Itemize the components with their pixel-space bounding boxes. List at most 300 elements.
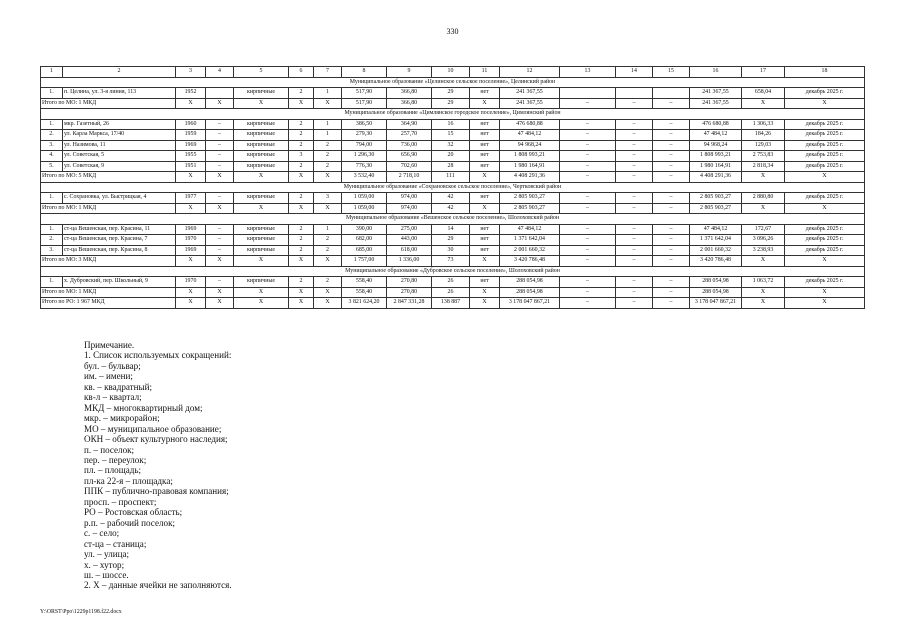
table-cell: декабрь 2025 г. bbox=[785, 119, 865, 130]
table-cell: декабрь 2025 г. bbox=[785, 235, 865, 246]
table-cell: – bbox=[653, 98, 690, 109]
table-cell: 3 420 786,48 bbox=[500, 256, 560, 267]
note-line: РО – Ростовская область; bbox=[84, 507, 183, 518]
table-cell: 8 bbox=[342, 67, 387, 78]
table-cell: X bbox=[470, 256, 500, 267]
note-line: ул. – улица; bbox=[84, 549, 130, 560]
table-cell: Муниципальное образование «Сохрановское сельское поселение», Чертковский район bbox=[41, 182, 865, 193]
table-cell: X bbox=[314, 298, 342, 309]
table-cell: X bbox=[234, 298, 289, 309]
table-cell: 18 bbox=[785, 67, 865, 78]
table-cell: 794,00 bbox=[342, 140, 387, 151]
table-cell: 26 bbox=[432, 277, 470, 288]
section-title-row bbox=[41, 109, 865, 120]
table-cell: – bbox=[206, 235, 234, 246]
table-cell: 1952 bbox=[176, 88, 206, 99]
table-cell: – bbox=[653, 245, 690, 256]
table-cell: 4 408 291,36 bbox=[500, 172, 560, 183]
table-cell: 20 bbox=[432, 151, 470, 162]
table-cell: 3 bbox=[314, 193, 342, 204]
table-cell: 2 805 903,27 bbox=[500, 193, 560, 204]
table-cell: ст-ца Вешенская, пер. Красина, 11 bbox=[63, 224, 176, 235]
table-cell: 1959 bbox=[176, 130, 206, 141]
table-cell: 702,60 bbox=[387, 161, 432, 172]
table-cell: X bbox=[234, 172, 289, 183]
table-cell: 2 bbox=[314, 245, 342, 256]
table-cell: X bbox=[742, 172, 785, 183]
table-cell: 1 bbox=[41, 67, 63, 78]
table-cell: 776,30 bbox=[342, 161, 387, 172]
table-cell: X bbox=[314, 256, 342, 267]
table-cell: – bbox=[653, 193, 690, 204]
table-cell: кирпичные bbox=[234, 235, 289, 246]
table-cell: X bbox=[314, 98, 342, 109]
table-cell: – bbox=[653, 172, 690, 183]
table-cell: 2 bbox=[289, 119, 314, 130]
table-cell: 517,90 bbox=[342, 98, 387, 109]
table-cell: X bbox=[176, 203, 206, 214]
table-cell: 736,00 bbox=[387, 140, 432, 151]
table-cell: нет bbox=[470, 140, 500, 151]
table-cell: 13 bbox=[560, 67, 616, 78]
table-cell: 1 296,30 bbox=[342, 151, 387, 162]
table-cell: – bbox=[560, 98, 616, 109]
table-cell: X bbox=[289, 256, 314, 267]
table-cell: Итого по МО: 1 МКД bbox=[41, 203, 176, 214]
note-line: ш. – шоссе. bbox=[84, 569, 129, 580]
table-cell: 3 bbox=[289, 151, 314, 162]
table-cell: 2 bbox=[289, 140, 314, 151]
table-cell: 47 484,12 bbox=[500, 224, 560, 235]
table-cell: Муниципальное образование «Вешенское сельское поселение», Шолоховский район bbox=[41, 214, 865, 225]
table-cell: 30 bbox=[432, 245, 470, 256]
table-header-row bbox=[41, 67, 865, 78]
table-cell: X bbox=[289, 298, 314, 309]
table-cell: 1970 bbox=[176, 277, 206, 288]
table-cell: Итого по МО: 3 МКД bbox=[41, 256, 176, 267]
table-cell: X bbox=[742, 298, 785, 309]
table-cell: 257,70 bbox=[387, 130, 432, 141]
table-cell: Итого по РО: 1 967 МКД bbox=[41, 298, 176, 309]
table-cell: декабрь 2025 г. bbox=[785, 193, 865, 204]
table-cell: ст-ца Вешенская, пер. Красина, 8 bbox=[63, 245, 176, 256]
note-line: х. – хутор; bbox=[84, 559, 125, 570]
table-cell: 3 821 624,20 bbox=[342, 298, 387, 309]
note-line: пл. – площадь; bbox=[84, 465, 142, 476]
table-cell: 1977 bbox=[176, 193, 206, 204]
table-cell: 2 bbox=[289, 161, 314, 172]
table-cell: 94 968,24 bbox=[500, 140, 560, 151]
table-cell: 26 bbox=[432, 287, 470, 298]
table-row bbox=[41, 88, 865, 99]
table-cell: 5 bbox=[234, 67, 289, 78]
table-cell: декабрь 2025 г. bbox=[785, 224, 865, 235]
table-cell: X bbox=[176, 287, 206, 298]
table-cell: нет bbox=[470, 193, 500, 204]
table-cell: 1 980 164,91 bbox=[500, 161, 560, 172]
table-cell: 275,00 bbox=[387, 224, 432, 235]
table-cell: 12 bbox=[500, 67, 560, 78]
table-cell: декабрь 2025 г. bbox=[785, 245, 865, 256]
table-cell: 366,80 bbox=[387, 98, 432, 109]
table-cell: 288 054,98 bbox=[500, 277, 560, 288]
note-line: МКД – многоквартирный дом; bbox=[84, 402, 203, 413]
table-cell: 2 bbox=[289, 245, 314, 256]
table-cell: – bbox=[616, 140, 653, 151]
table-cell: Муниципальное образование «Дубровское сельское поселение», Шолоховский район bbox=[41, 266, 865, 277]
table-cell: – bbox=[206, 140, 234, 151]
table-cell: 1969 bbox=[176, 140, 206, 151]
table-cell: 241 367,55 bbox=[690, 88, 742, 99]
table-cell: X bbox=[742, 256, 785, 267]
table-row bbox=[41, 193, 865, 204]
table-cell: 241 367,55 bbox=[690, 98, 742, 109]
total-row bbox=[41, 98, 865, 109]
table-cell: X bbox=[470, 298, 500, 309]
table-cell: 111 bbox=[432, 172, 470, 183]
note-line: ППК – публично-правовая компания; bbox=[84, 486, 229, 497]
table-cell: 2 718,10 bbox=[387, 172, 432, 183]
table-cell: – bbox=[653, 140, 690, 151]
table-cell: – bbox=[653, 298, 690, 309]
table-cell: Итого по МО: 1 МКД bbox=[41, 287, 176, 298]
table-cell: ул. Советская, 5 bbox=[63, 151, 176, 162]
total-row bbox=[41, 256, 865, 267]
table-cell: 476 680,88 bbox=[690, 119, 742, 130]
table-cell: 279,30 bbox=[342, 130, 387, 141]
table-cell: – bbox=[616, 245, 653, 256]
file-path-footer: Y:\ORST\Ppo\1229p1198.f22.docx bbox=[40, 609, 122, 615]
total-row bbox=[41, 172, 865, 183]
note-line: ОКН – объект культурного наследия; bbox=[84, 434, 228, 445]
table-cell: X bbox=[289, 203, 314, 214]
table-cell: декабрь 2025 г. bbox=[785, 277, 865, 288]
table-cell: 1970 bbox=[176, 235, 206, 246]
table-cell: 3. bbox=[41, 245, 63, 256]
table-cell: кирпичные bbox=[234, 140, 289, 151]
table-cell: 1 757,00 bbox=[342, 256, 387, 267]
table-row bbox=[41, 245, 865, 256]
table-cell: 270,80 bbox=[387, 277, 432, 288]
table-cell: ул. Карла Маркса, 17/40 bbox=[63, 130, 176, 141]
table-cell: 3 096,26 bbox=[742, 235, 785, 246]
table-cell: X bbox=[234, 256, 289, 267]
table-cell: 9 bbox=[387, 67, 432, 78]
table-cell: нет bbox=[470, 277, 500, 288]
table-cell: 685,00 bbox=[342, 245, 387, 256]
table-cell: – bbox=[616, 193, 653, 204]
table-cell: – bbox=[616, 235, 653, 246]
total-row bbox=[41, 203, 865, 214]
note-line: пл-ка 22-я – площадка; bbox=[84, 475, 173, 486]
table-cell: – bbox=[616, 256, 653, 267]
note-line: мкр. – микрорайон; bbox=[84, 413, 160, 424]
table-cell: – bbox=[560, 130, 616, 141]
table-cell: 558,40 bbox=[342, 277, 387, 288]
table-cell: 618,00 bbox=[387, 245, 432, 256]
table-cell: 682,00 bbox=[342, 235, 387, 246]
table-cell: X bbox=[234, 98, 289, 109]
table-cell: нет bbox=[470, 88, 500, 99]
table-cell: – bbox=[560, 140, 616, 151]
note-line: р.п. – рабочий поселок; bbox=[84, 517, 176, 528]
table-cell: кирпичные bbox=[234, 224, 289, 235]
table-cell: 1 808 993,21 bbox=[690, 151, 742, 162]
note-line: кв. – квадратный; bbox=[84, 381, 153, 392]
table-cell: 1 bbox=[314, 130, 342, 141]
table-cell: 2 bbox=[314, 277, 342, 288]
table-cell: 658,04 bbox=[742, 88, 785, 99]
table-cell: X bbox=[176, 256, 206, 267]
page-number: 330 bbox=[446, 27, 459, 36]
table-cell: X bbox=[314, 203, 342, 214]
table-cell: 1 059,00 bbox=[342, 193, 387, 204]
table-cell: кирпичные bbox=[234, 277, 289, 288]
table-cell: X bbox=[206, 298, 234, 309]
table-cell: 2 bbox=[314, 151, 342, 162]
table-cell: 42 bbox=[432, 203, 470, 214]
table-cell: X bbox=[206, 287, 234, 298]
table-cell: 974,00 bbox=[387, 203, 432, 214]
table-cell: 390,00 bbox=[342, 224, 387, 235]
table-cell: декабрь 2025 г. bbox=[785, 161, 865, 172]
table-cell: X bbox=[176, 98, 206, 109]
table-cell: 3 532,40 bbox=[342, 172, 387, 183]
table-cell: 656,90 bbox=[387, 151, 432, 162]
table-cell: нет bbox=[470, 130, 500, 141]
table-cell: 4 bbox=[206, 67, 234, 78]
table-cell: 47 484,12 bbox=[500, 130, 560, 141]
table-cell: 2 001 660,32 bbox=[690, 245, 742, 256]
table-cell: – bbox=[653, 119, 690, 130]
table-cell: X bbox=[470, 98, 500, 109]
table-cell: 29 bbox=[432, 235, 470, 246]
table-cell: – bbox=[560, 119, 616, 130]
table-cell: 2 bbox=[289, 235, 314, 246]
table-cell: 2 805 903,27 bbox=[690, 203, 742, 214]
table-cell: 7 bbox=[314, 67, 342, 78]
table-cell: – bbox=[206, 151, 234, 162]
table-cell bbox=[653, 88, 690, 99]
table-cell: нет bbox=[470, 224, 500, 235]
table-cell: ул. Назимова, 11 bbox=[63, 140, 176, 151]
table-row bbox=[41, 235, 865, 246]
table-cell: Итого по МО: 5 МКД bbox=[41, 172, 176, 183]
table-cell: 1. bbox=[41, 277, 63, 288]
section-title-row bbox=[41, 214, 865, 225]
table-cell: – bbox=[653, 161, 690, 172]
table-cell: 11 bbox=[470, 67, 500, 78]
table-cell: – bbox=[560, 161, 616, 172]
table-cell: 386,50 bbox=[342, 119, 387, 130]
table-cell: – bbox=[560, 203, 616, 214]
note-line: пер. – переулок; bbox=[84, 454, 147, 465]
table-cell: – bbox=[616, 298, 653, 309]
table-cell: кирпичные bbox=[234, 130, 289, 141]
table-cell: – bbox=[653, 130, 690, 141]
note-line: им. – имени; bbox=[84, 371, 133, 382]
table-cell: 2. bbox=[41, 235, 63, 246]
table-cell: 558,40 bbox=[342, 287, 387, 298]
table-cell: декабрь 2025 г. bbox=[785, 130, 865, 141]
table-cell: 2 805 903,27 bbox=[690, 193, 742, 204]
table-cell: 288 054,98 bbox=[690, 287, 742, 298]
table-cell: 16 bbox=[432, 119, 470, 130]
table-cell: 16 bbox=[690, 67, 742, 78]
table-cell: X bbox=[470, 172, 500, 183]
table-cell: 1951 bbox=[176, 161, 206, 172]
table-cell: 3 178 047 867,21 bbox=[690, 298, 742, 309]
table-cell: 2 bbox=[289, 224, 314, 235]
abbreviations-notes bbox=[84, 340, 232, 591]
table-cell: кирпичные bbox=[234, 193, 289, 204]
table-cell: Итого по МО: 1 МКД bbox=[41, 98, 176, 109]
table-cell: X bbox=[742, 203, 785, 214]
table-cell: X bbox=[785, 203, 865, 214]
table-cell bbox=[560, 88, 616, 99]
table-row bbox=[41, 224, 865, 235]
table-cell: – bbox=[653, 224, 690, 235]
table-cell: – bbox=[616, 172, 653, 183]
table-cell: декабрь 2025 г. bbox=[785, 151, 865, 162]
table-cell: – bbox=[560, 277, 616, 288]
table-cell: – bbox=[616, 203, 653, 214]
table-cell: 288 054,98 bbox=[690, 277, 742, 288]
table-row bbox=[41, 140, 865, 151]
table-cell: 3 178 047 867,21 bbox=[500, 298, 560, 309]
table-cell: 3. bbox=[41, 140, 63, 151]
table-cell: X bbox=[234, 287, 289, 298]
note-line: бул. – бульвар; bbox=[84, 360, 141, 371]
table-cell: – bbox=[616, 98, 653, 109]
table-cell: X bbox=[742, 98, 785, 109]
table-cell: кирпичные bbox=[234, 151, 289, 162]
table-cell: – bbox=[560, 224, 616, 235]
table-cell: X bbox=[742, 287, 785, 298]
table-cell: 1 bbox=[314, 224, 342, 235]
table-cell: 2. bbox=[41, 130, 63, 141]
table-cell: 2 818,34 bbox=[742, 161, 785, 172]
table-cell: 1 063,72 bbox=[742, 277, 785, 288]
note-line: ст-ца – станица; bbox=[84, 538, 147, 549]
table-cell bbox=[616, 88, 653, 99]
table-cell: – bbox=[616, 277, 653, 288]
table-cell: 241 367,55 bbox=[500, 98, 560, 109]
table-cell: 2 bbox=[314, 235, 342, 246]
table-cell: 2 805 903,27 bbox=[500, 203, 560, 214]
table-cell: 1 bbox=[314, 119, 342, 130]
table-cell: 443,00 bbox=[387, 235, 432, 246]
table-cell: мкр. Газетный, 26 bbox=[63, 119, 176, 130]
table-cell bbox=[206, 88, 234, 99]
table-cell: 364,90 bbox=[387, 119, 432, 130]
note-line: Примечание. bbox=[84, 340, 135, 350]
table-cell: – bbox=[560, 256, 616, 267]
table-cell: – bbox=[560, 287, 616, 298]
table-cell: – bbox=[206, 161, 234, 172]
table-cell: – bbox=[560, 172, 616, 183]
table-cell: – bbox=[653, 256, 690, 267]
table-cell: нет bbox=[470, 161, 500, 172]
table-cell: 32 bbox=[432, 140, 470, 151]
table-cell: – bbox=[206, 193, 234, 204]
table-cell: 47 484,12 bbox=[690, 224, 742, 235]
table-cell: х. Дубровский, пер. Школьный, 9 bbox=[63, 277, 176, 288]
table-cell: 1 371 642,04 bbox=[500, 235, 560, 246]
table-cell: 1 980 164,91 bbox=[690, 161, 742, 172]
table-cell: – bbox=[616, 151, 653, 162]
table-cell: X bbox=[785, 256, 865, 267]
table-cell: 2 bbox=[289, 88, 314, 99]
table-cell: 3 420 786,48 bbox=[690, 256, 742, 267]
table-cell: 1. bbox=[41, 88, 63, 99]
table-cell: декабрь 2025 г. bbox=[785, 140, 865, 151]
table-cell: 3 bbox=[176, 67, 206, 78]
table-cell: – bbox=[616, 224, 653, 235]
table-row bbox=[41, 119, 865, 130]
table-cell: 28 bbox=[432, 161, 470, 172]
table-cell: Муниципальное образование «Целинское сельское поселение», Целинский район bbox=[41, 77, 865, 88]
table-cell: X bbox=[206, 98, 234, 109]
table-cell: 974,00 bbox=[387, 193, 432, 204]
note-line: с. – село; bbox=[84, 528, 120, 539]
table-cell: нет bbox=[470, 245, 500, 256]
table-cell: 73 bbox=[432, 256, 470, 267]
table-cell: 2 bbox=[63, 67, 176, 78]
table-cell: – bbox=[560, 235, 616, 246]
table-cell: Муниципальное образование «Цимлянское городское поселение», Цимлянский район bbox=[41, 109, 865, 120]
table-cell: – bbox=[616, 287, 653, 298]
section-title-row bbox=[41, 182, 865, 193]
table-cell: X bbox=[785, 298, 865, 309]
table-cell: ул. Советская, 9 bbox=[63, 161, 176, 172]
table-cell: – bbox=[560, 245, 616, 256]
table-cell: 270,80 bbox=[387, 287, 432, 298]
table-cell: – bbox=[653, 235, 690, 246]
table-cell: кирпичные bbox=[234, 119, 289, 130]
housing-register-table bbox=[40, 66, 865, 309]
table-cell: 1955 bbox=[176, 151, 206, 162]
table-cell: X bbox=[206, 172, 234, 183]
note-line: п. – поселок; bbox=[84, 444, 135, 455]
table-cell: 1960 bbox=[176, 119, 206, 130]
table-cell: 2 753,83 bbox=[742, 151, 785, 162]
table-cell: 2 001 660,32 bbox=[500, 245, 560, 256]
table-cell: 2 bbox=[314, 140, 342, 151]
table-cell: X bbox=[289, 172, 314, 183]
table-cell: – bbox=[616, 161, 653, 172]
table-cell: 2 bbox=[289, 277, 314, 288]
table-cell: 15 bbox=[432, 130, 470, 141]
table-row bbox=[41, 277, 865, 288]
table-cell: X bbox=[470, 287, 500, 298]
table-cell: 288 054,98 bbox=[500, 287, 560, 298]
note-line: просп. – проспект; bbox=[84, 496, 157, 507]
table-cell: 2 bbox=[289, 130, 314, 141]
table-cell: 47 484,12 bbox=[690, 130, 742, 141]
table-cell: 14 bbox=[432, 224, 470, 235]
table-cell: – bbox=[653, 151, 690, 162]
table-cell: кирпичные bbox=[234, 88, 289, 99]
table-cell: 241 367,55 bbox=[500, 88, 560, 99]
table-cell: X bbox=[289, 98, 314, 109]
table-cell: 1969 bbox=[176, 245, 206, 256]
table-cell: 1 808 993,21 bbox=[500, 151, 560, 162]
table-cell: X bbox=[470, 203, 500, 214]
table-cell: 129,03 bbox=[742, 140, 785, 151]
table-cell: 5. bbox=[41, 161, 63, 172]
table-cell: 2 880,80 bbox=[742, 193, 785, 204]
